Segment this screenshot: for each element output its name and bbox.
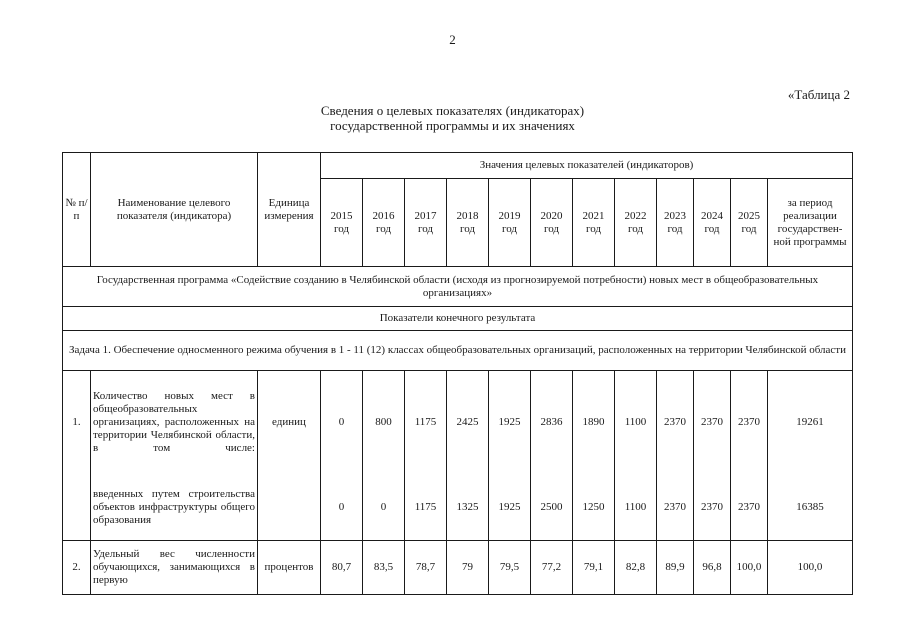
indicator-name: Количество новых мест в общеобразовательных организациях, расположенных на территории Челябинской области, в том числе:: [91, 371, 258, 475]
row-number: [63, 475, 91, 541]
table-reference: «Таблица 2: [787, 87, 850, 102]
row-number: 2.: [63, 541, 91, 595]
header-total: за период реализации государствен-ной программы: [768, 179, 853, 267]
header-indicator-name: Наименование целевого показателя (индикатора): [91, 153, 258, 267]
indicator-name: Удельный вес численности обучающихся, занимающихся в первую: [91, 541, 258, 595]
header-num: № п/п: [63, 153, 91, 267]
header-year: 2023 год: [657, 179, 694, 267]
value-cell: 79,1: [573, 541, 615, 595]
value-cell: 79: [447, 541, 489, 595]
title-line-1: Сведения о целевых показателях (индикаторах): [320, 103, 585, 118]
value-cell: 2370: [694, 475, 731, 541]
total-cell: 100,0: [768, 541, 853, 595]
value-cell: 1100: [615, 371, 657, 475]
total-cell: 19261: [768, 371, 853, 475]
header-year: 2025 год: [731, 179, 768, 267]
value-cell: 0: [321, 475, 363, 541]
value-cell: 1925: [489, 475, 531, 541]
indicator-name: введенных путем строительства объектов инфраструктуры общего образования: [91, 475, 258, 541]
value-cell: 82,8: [615, 541, 657, 595]
value-cell: 2370: [657, 475, 694, 541]
header-year: 2021 год: [573, 179, 615, 267]
value-cell: 2370: [731, 371, 768, 475]
header-year: 2017 год: [405, 179, 447, 267]
table-row: [63, 541, 853, 595]
table-row: [63, 475, 853, 541]
value-cell: 2425: [447, 371, 489, 475]
header-values-group: Значения целевых показателей (индикаторов): [321, 153, 853, 179]
header-year: 2018 год: [447, 179, 489, 267]
value-cell: 800: [363, 371, 405, 475]
indicator-unit: процентов: [258, 541, 321, 595]
task-row: Задача 1. Обеспечение односменного режима обучения в 1 - 11 (12) классах общеобразовательных организаций, расположенных на территории Челябинской области: [63, 331, 853, 371]
value-cell: 0: [363, 475, 405, 541]
value-cell: 2500: [531, 475, 573, 541]
document-title: [0, 103, 905, 133]
value-cell: 96,8: [694, 541, 731, 595]
value-cell: 79,5: [489, 541, 531, 595]
value-cell: 1925: [489, 371, 531, 475]
page-number: 2: [449, 32, 456, 47]
value-cell: 100,0: [731, 541, 768, 595]
value-cell: 1890: [573, 371, 615, 475]
header-year: 2022 год: [615, 179, 657, 267]
value-cell: 83,5: [363, 541, 405, 595]
table-row: [63, 371, 853, 475]
value-cell: 77,2: [531, 541, 573, 595]
value-cell: 1175: [405, 475, 447, 541]
indicator-unit: единиц: [258, 371, 321, 475]
value-cell: 2370: [731, 475, 768, 541]
title-line-2: государственной программы и их значениях: [330, 118, 575, 133]
value-cell: 1175: [405, 371, 447, 475]
header-year: 2016 год: [363, 179, 405, 267]
value-cell: 2836: [531, 371, 573, 475]
header-year: 2020 год: [531, 179, 573, 267]
value-cell: 2370: [694, 371, 731, 475]
header-unit: Единица измерения: [258, 153, 321, 267]
indicator-unit: [258, 475, 321, 541]
value-cell: 80,7: [321, 541, 363, 595]
program-row: Государственная программа «Содействие созданию в Челябинской области (исходя из прогнозируемой потребности) новых мест в общеобразовательных организациях»: [63, 267, 853, 307]
total-cell: 16385: [768, 475, 853, 541]
row-number: 1.: [63, 371, 91, 475]
value-cell: 1250: [573, 475, 615, 541]
value-cell: 78,7: [405, 541, 447, 595]
value-cell: 1100: [615, 475, 657, 541]
value-cell: 89,9: [657, 541, 694, 595]
value-cell: 0: [321, 371, 363, 475]
header-year: 2024 год: [694, 179, 731, 267]
header-year: 2015 год: [321, 179, 363, 267]
header-year: 2019 год: [489, 179, 531, 267]
value-cell: 1325: [447, 475, 489, 541]
section-row: Показатели конечного результата: [63, 307, 853, 331]
indicators-table: [62, 152, 853, 595]
value-cell: 2370: [657, 371, 694, 475]
